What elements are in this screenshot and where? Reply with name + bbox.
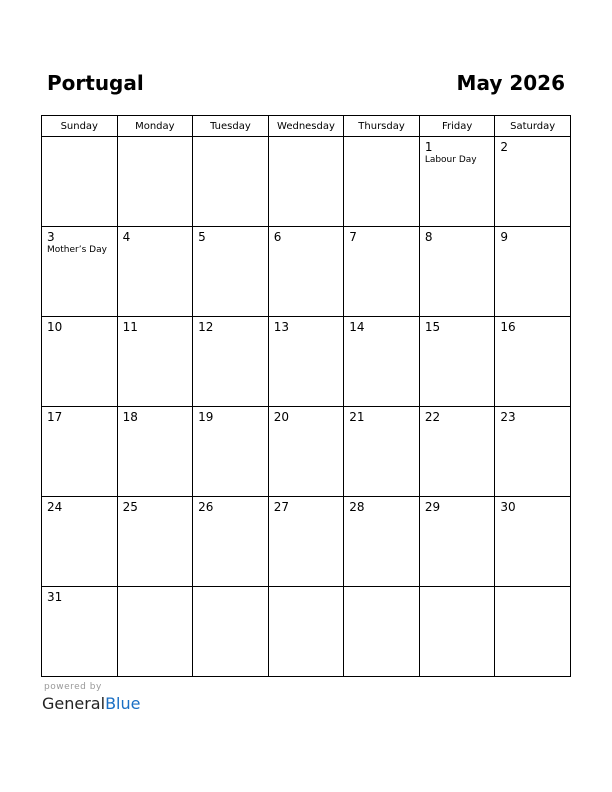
day-cell: [193, 227, 269, 317]
day-number: 27: [273, 500, 289, 514]
logo-general-text: General: [42, 694, 106, 713]
day-number: 7: [349, 230, 357, 244]
day-cell: [268, 407, 344, 497]
day-number: 26: [198, 500, 214, 514]
country-title: Portugal: [47, 71, 144, 95]
day-number: 6: [273, 230, 282, 244]
day-number: 2: [500, 140, 509, 154]
day-cell: [495, 317, 571, 407]
week-row: [42, 317, 571, 407]
day-cell: [117, 317, 193, 407]
day-cell: [268, 497, 344, 587]
day-number: 13: [273, 320, 289, 334]
day-cell: [344, 497, 420, 587]
week-row: [42, 227, 571, 317]
day-cell: [117, 137, 193, 227]
day-cell: [344, 317, 420, 407]
day-cell: [117, 407, 193, 497]
weekday-monday: Monday: [117, 116, 193, 137]
calendar-body: [42, 137, 571, 677]
day-cell: [495, 407, 571, 497]
weekday-wednesday: Wednesday: [268, 116, 344, 137]
day-number: 14: [349, 320, 365, 334]
day-number: 31: [47, 590, 63, 604]
generalblue-logo: [42, 694, 140, 713]
logo-blue-text: Blue: [105, 694, 141, 713]
holiday-label: Mother’s Day: [47, 245, 107, 255]
day-cell: [42, 227, 118, 317]
day-number: 30: [500, 500, 516, 514]
day-cell: [495, 137, 571, 227]
day-cell: [117, 587, 193, 677]
day-cell: [419, 317, 495, 407]
weekday-saturday: Saturday: [495, 116, 571, 137]
day-cell: [419, 227, 495, 317]
powered-by-text: powered by: [44, 682, 102, 692]
month-title: May 2026: [456, 71, 565, 95]
day-number: 9: [500, 230, 509, 244]
day-cell: [42, 137, 118, 227]
day-cell: [117, 227, 193, 317]
day-cell: [268, 587, 344, 677]
day-number: 20: [273, 410, 289, 424]
day-cell: [193, 497, 269, 587]
day-cell: [344, 587, 420, 677]
weekday-thursday: Thursday: [344, 116, 420, 137]
day-cell: [495, 497, 571, 587]
day-cell: [344, 407, 420, 497]
day-number: 8: [424, 230, 433, 244]
day-cell: [42, 317, 118, 407]
day-number: 19: [198, 410, 214, 424]
day-cell: [495, 227, 571, 317]
day-cell: [193, 317, 269, 407]
day-number: 16: [500, 320, 516, 334]
day-number: 21: [349, 410, 365, 424]
day-number: 15: [424, 320, 441, 334]
day-number: 23: [500, 410, 516, 424]
day-cell: [419, 137, 495, 227]
day-number: 12: [198, 320, 214, 334]
weekday-sunday: Sunday: [42, 116, 118, 137]
day-number: 29: [424, 500, 441, 514]
day-cell: [344, 227, 420, 317]
day-cell: [117, 497, 193, 587]
day-cell: [193, 407, 269, 497]
day-cell: [42, 407, 118, 497]
week-row: [42, 137, 571, 227]
day-number: 25: [122, 500, 138, 514]
calendar-grid: [41, 115, 571, 677]
day-cell: [193, 137, 269, 227]
weekday-header-row: [42, 116, 571, 137]
week-row: [42, 497, 571, 587]
day-cell: [419, 497, 495, 587]
day-cell: [42, 587, 118, 677]
week-row: [42, 587, 571, 677]
weekday-friday: Friday: [419, 116, 495, 137]
week-row: [42, 407, 571, 497]
day-cell: [419, 587, 495, 677]
day-cell: [268, 137, 344, 227]
day-cell: [495, 587, 571, 677]
day-cell: [268, 317, 344, 407]
day-number: 28: [349, 500, 365, 514]
holiday-label: Labour Day: [424, 155, 477, 165]
day-number: 17: [47, 410, 63, 424]
day-number: 1: [424, 140, 433, 154]
day-number: 4: [122, 230, 131, 244]
day-number: 3: [47, 230, 55, 244]
day-cell: [344, 137, 420, 227]
day-number: 11: [122, 320, 138, 334]
day-number: 18: [122, 410, 138, 424]
day-cell: [419, 407, 495, 497]
day-number: 10: [47, 320, 63, 334]
day-number: 22: [424, 410, 441, 424]
day-cell: [42, 497, 118, 587]
day-cell: [193, 587, 269, 677]
weekday-tuesday: Tuesday: [193, 116, 269, 137]
day-cell: [268, 227, 344, 317]
day-number: 24: [47, 500, 63, 514]
day-number: 5: [198, 230, 206, 244]
